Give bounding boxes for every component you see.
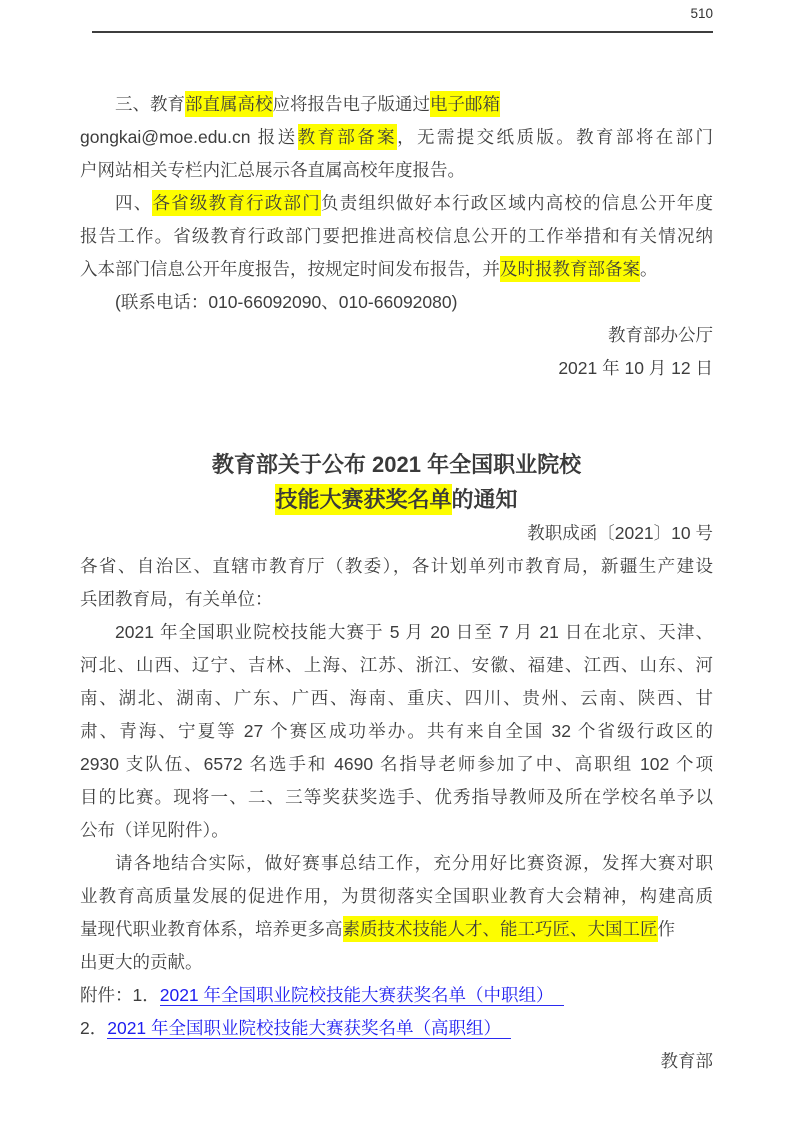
highlight-segment: 及时报教育部备案 [500, 256, 640, 282]
salutation-line-1: 各省、自治区、直辖市教育厅（教委），各计划单列市教育局，新疆生产建设 [80, 556, 713, 576]
para-three-line-2 [80, 121, 713, 154]
para-three-line-3: 户网站相关专栏内汇总展示各直属高校年度报告。 [80, 160, 465, 180]
body-para-1-line-7: 公布（详见附件）。 [80, 820, 229, 840]
body-para-2-line-4: 出更大的贡献。 [80, 952, 203, 972]
office-date: 2021 年 10 月 12 日 [558, 358, 713, 378]
page-number: 510 [690, 6, 713, 21]
highlight-segment: 各省级教育行政部门 [152, 190, 321, 216]
text-segment: 量现代职业教育体系，培养更多高 [80, 919, 343, 939]
notice-document [80, 447, 713, 1078]
highlight-segment: 电子邮箱 [430, 91, 500, 117]
body-para-1-line-3: 南、湖北、湖南、广东、广西、海南、重庆、四川、贵州、云南、陕西、甘 [80, 688, 713, 708]
attachment-label: 附件： [80, 985, 133, 1005]
body-para-1-line-2: 河北、山西、辽宁、吉林、上海、江苏、浙江、安徽、福建、江西、山东、河 [80, 655, 713, 675]
highlight-segment: 技能大赛获奖名单 [275, 484, 451, 515]
text-segment: 三、教育 [115, 94, 185, 114]
notice-title-line-2 [80, 482, 713, 517]
attachment-1-number: 1． [132, 985, 160, 1005]
body-para-1-line-4: 肃、青海、宁夏等 27 个赛区成功举办。共有来自全国 32 个省级行政区的 [80, 721, 713, 741]
attachment-line-2 [80, 1012, 713, 1045]
body-para-1-line-5: 2930 支队伍、6572 名选手和 4690 名指导老师参加了中、高职组 102 个项 [80, 754, 713, 774]
body-para-1-line-6: 目的比赛。现将一、二、三等奖获奖选手、优秀指导教师及所在学校名单予以 [80, 787, 713, 807]
para-four-line-3 [80, 253, 713, 286]
text-segment: 负责组织做好本行政区域内高校的信息公开年度 [321, 193, 713, 213]
highlight-segment: 素质技术技能人才、能工巧匠、大国工匠 [343, 916, 658, 942]
text-segment: 应将报告电子版通过 [272, 94, 430, 114]
notice-title [80, 447, 713, 517]
attachment-2-number: 2． [80, 1018, 108, 1038]
text-segment: 的通知 [451, 487, 518, 512]
body-para-2-line-1: 请各地结合实际，做好赛事总结工作，充分用好比赛资源，发挥大赛对职 [115, 853, 713, 873]
salutation-line-2: 兵团教育局，有关单位： [80, 589, 273, 609]
body-para-1-line-1: 2021 年全国职业院校技能大赛于 5 月 20 日至 7 月 21 日在北京、天津、 [115, 622, 713, 642]
contact-phone: (联系电话：010-66092090、010-66092080) [115, 292, 458, 312]
office-signer: 教育部办公厅 [608, 325, 713, 345]
text-segment: 入本部门信息公开年度报告，按规定时间发布报告，并 [80, 259, 500, 279]
notice-title-line-1: 教育部关于公布 2021 年全国职业院校 [211, 452, 582, 477]
doc-number: 教职成函〔2021〕10 号 [527, 523, 713, 543]
highlight-segment: 部直属高校 [185, 91, 273, 117]
attachment-1-link[interactable]: 2021 年全国职业院校技能大赛获奖名单（中职组） [160, 985, 564, 1006]
header-rule [92, 31, 713, 33]
para-three-line-1 [80, 88, 713, 121]
office-document-ending [80, 88, 713, 385]
attachment-line-1 [80, 979, 713, 1012]
para-four-line-2: 报告工作。省级教育行政部门要把推进高校信息公开的工作举措和有关情况纳 [80, 226, 713, 246]
para-four-line-1 [80, 187, 713, 220]
notice-signer: 教育部 [660, 1051, 713, 1071]
body-para-2-line-3 [80, 913, 713, 946]
body-para-2-line-2: 业教育高质量发展的促进作用，为贯彻落实全国职业教育大会精神，构建高质 [80, 886, 713, 906]
attachment-2-link[interactable]: 2021 年全国职业院校技能大赛获奖名单（高职组） [107, 1018, 511, 1039]
text-segment: gongkai@moe.edu.cn 报送 [80, 127, 298, 147]
text-segment: 作 [657, 919, 675, 939]
text-segment: ，无需提交纸质版。教育部将在部门 [397, 127, 713, 147]
text-segment: 。 [640, 259, 658, 279]
text-segment: 四、 [115, 193, 153, 213]
highlight-segment: 教育部备案 [298, 124, 397, 150]
